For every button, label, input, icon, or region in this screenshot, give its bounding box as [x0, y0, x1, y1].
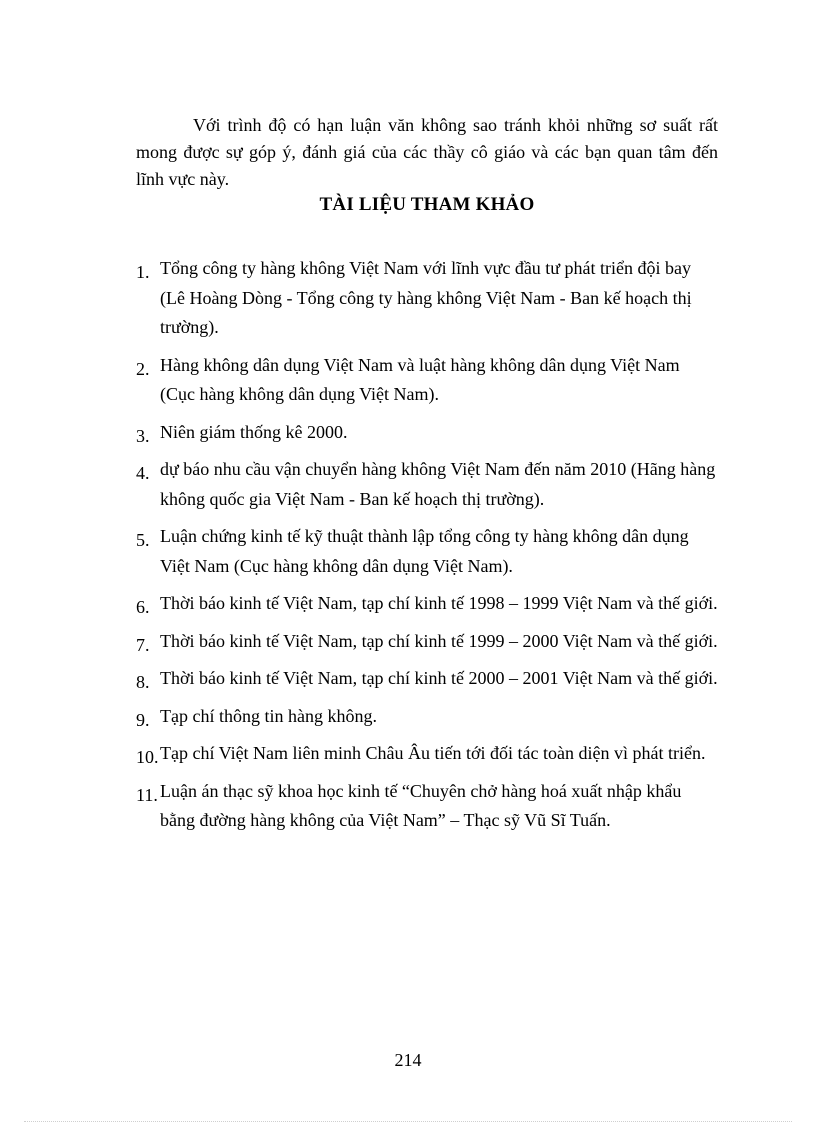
reference-number: 7. [136, 634, 150, 655]
reference-number: 2. [136, 358, 150, 379]
reference-text: dự báo nhu cầu vận chuyển hàng không Việt Nam đến năm 2010 (Hãng hàng không quốc gia Việt Nam - Ban kế hoạch thị trường). [160, 459, 716, 509]
reference-text: Thời báo kinh tế Việt Nam, tạp chí kinh tế 1998 – 1999 Việt Nam và thế giới. [160, 593, 718, 613]
reference-number: 6. [136, 597, 150, 617]
reference-text: Luận án thạc sỹ khoa học kinh tế “Chuyên chở hàng hoá xuất nhập khẩu bằng đường hàng không của Việt Nam” – Thạc sỹ Vũ Sĩ Tuấn. [160, 780, 682, 830]
reference-text: Luận chứng kinh tế kỹ thuật thành lập tổng công ty hàng không dân dụng Việt Nam (Cục hàng không dân dụng Việt Nam). [160, 526, 689, 576]
reference-item [136, 627, 718, 657]
reference-item [136, 351, 718, 410]
reference-item [136, 455, 718, 514]
reference-number: 8. [136, 672, 150, 692]
reference-text: Thời báo kinh tế Việt Nam, tạp chí kinh tế 2000 – 2001 Việt Nam và thế giới. [160, 668, 718, 688]
reference-number: 3. [136, 425, 150, 446]
references-heading: TÀI LIỆU THAM KHẢO [319, 194, 535, 215]
reference-text: Hàng không dân dụng Việt Nam và luật hàng không dân dụng Việt Nam (Cục hàng không dân dụng Việt Nam). [160, 354, 680, 404]
page-bottom-divider [24, 1121, 792, 1122]
intro-paragraph: Với trình độ có hạn luận văn không sao tránh khỏi những sơ suất rất mong được sự góp ý, đánh giá của các thầy cô giáo và các bạn quan tâm đến lĩnh vực này. [136, 115, 718, 189]
reference-item [136, 702, 718, 732]
reference-text: Tạp chí Việt Nam liên minh Châu Âu tiến tới đối tác toàn diện vì phát triển. [160, 743, 706, 763]
reference-text: Tổng công ty hàng không Việt Nam với lĩnh vực đầu tư phát triển đội bay (Lê Hoàng Dòng - Tổng công ty hàng không Việt Nam - Ban kế hoạch thị trường). [160, 258, 692, 337]
reference-item [136, 664, 718, 694]
reference-number: 5. [136, 530, 150, 550]
reference-item [136, 739, 718, 769]
reference-item [136, 418, 718, 448]
reference-item [136, 254, 718, 343]
reference-text: Niên giám thống kê 2000. [160, 421, 348, 442]
reference-number: 10. [136, 747, 159, 767]
reference-text: Tạp chí thông tin hàng không. [160, 705, 377, 726]
reference-number: 11. [136, 784, 158, 805]
reference-number: 4. [136, 463, 150, 483]
reference-item [136, 589, 718, 619]
reference-number: 1. [136, 262, 150, 282]
reference-text: Thời báo kinh tế Việt Nam, tạp chí kinh tế 1999 – 2000 Việt Nam và thế giới. [160, 630, 718, 651]
reference-number: 9. [136, 709, 150, 730]
page-number: 214 [394, 1050, 422, 1070]
reference-item [136, 777, 718, 836]
reference-list [136, 254, 718, 844]
reference-item [136, 522, 718, 581]
